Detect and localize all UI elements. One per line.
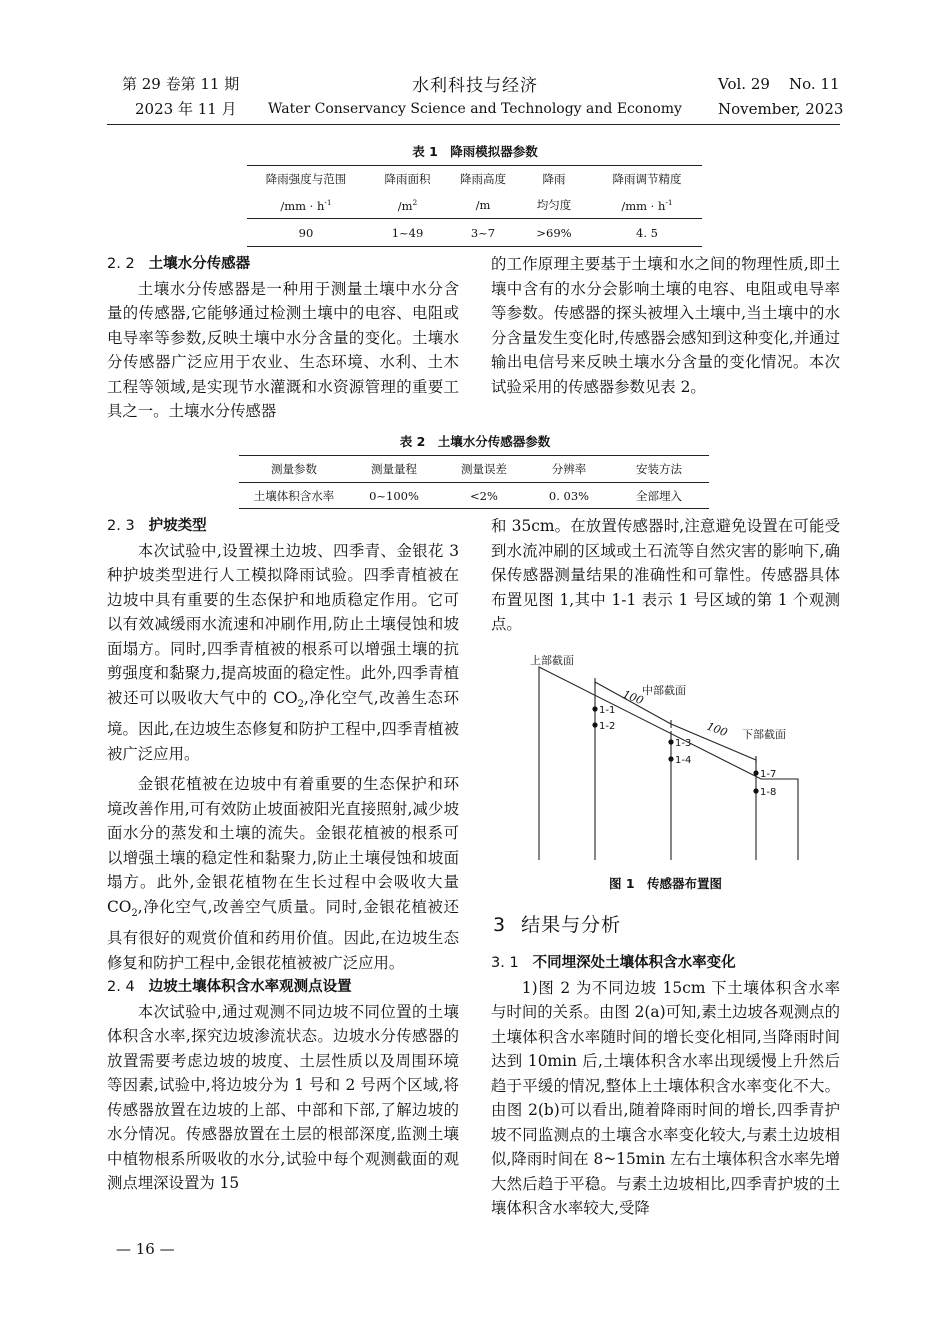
sensor-point-1-4: [668, 756, 673, 761]
table1-cell: 4. 5: [636, 225, 658, 240]
section-2-4-heading: 2. 4 边坡土壤体积含水率观测点设置: [107, 979, 352, 996]
paragraph: 1)图 2 为不同边坡 15cm 下土壤体积含水率与时间的关系。由图 2(a)可知,素土边坡各观测点的土壤体积含水率随时间的增长变化相同,当降雨时间达到 10min 后,土壤体积含水率出现缓慢上升然后趋于平缓的情况,整体上土壤体积含水率变化不大。由图 2(b)可以看出,随着降雨时间的增长,四季青护坡不同监测点的土壤含水率变化较大,与素土边坡相似,降雨时间在 8~15min 左右土壤体积含水率先增大然后趋于平稳。与素土边坡相比,四季青护坡的土壤体积含水率较大,受降: [491, 978, 840, 1217]
page-number: — 16 —: [116, 1240, 175, 1258]
paragraph: 和 35cm。在放置传感器时,注意避免设置在可能受到水流冲刷的区域或土石流等自然灾害的影响下,确保传感器测量结果的准确性和可靠性。传感器具体布置见图 1,其中 1-1 表示 1 号区域的第 1 个观测点。: [491, 517, 840, 633]
table2-cell: <2%: [470, 488, 498, 503]
section-2-2-right: [491, 252, 840, 399]
journal-title: 水利科技与经济: [412, 76, 538, 96]
section-3-1-heading: 3. 1 不同埋深处土壤体积含水率变化: [491, 955, 736, 971]
table1-header: 降雨强度与范围: [265, 172, 347, 186]
paragraph: 金银花植被在边坡中有着重要的生态保护和环境改善作用,可有效防止坡面被阳光直接照射,减少坡面水分的蒸发和土壤的流失。金银花植被的根系可以增强土壤的稳定性和黏聚力,防止土壤侵蚀和坡面塌方。此外,金银花植物在生长过程中会吸收大量 $CO_2$,净化空气,改善空气质量。同时,金银花植被还具有很好的观赏价值和药用价值。因此,在边坡生态修复和防护工程中,金银花植被被广泛应用。: [107, 775, 459, 972]
point-label: 1-1: [599, 705, 616, 716]
paragraph: 的工作原理主要基于土壤和水之间的物理性质,即土壤中含有的水分会影响土壤的电容、电阻或电导率等参数。传感器的探头被埋入土壤中,当土壤中的水分含量发生变化时,传感器会感知到这种变化,并通过输出电信号来反映土壤水分含量的变化情况。本次试验采用的传感器参数见表 2。: [491, 255, 840, 396]
table2-cell: 全部埋入: [636, 488, 682, 503]
table1-unit: 均匀度: [536, 198, 572, 212]
table1-caption: 表 1 降雨模拟器参数: [412, 144, 538, 159]
table1-header: 降雨调节精度: [612, 172, 682, 186]
table2-cell: 0~100%: [369, 488, 419, 503]
journal-issue: 第 29 卷第 11 期: [122, 75, 240, 93]
table2: [239, 455, 709, 509]
sensor-point-1-8: [753, 788, 758, 793]
section-2-4-right: [491, 514, 840, 637]
table2-header: 测量量程: [371, 462, 417, 476]
table1-header: 降雨面积: [384, 172, 431, 186]
point-label: 1-2: [599, 721, 616, 732]
table1-header: 降雨高度: [460, 172, 506, 186]
table1-unit: $/mm \cdot h^{-1}$: [280, 197, 332, 213]
sensor-point-1-3: [668, 739, 673, 744]
header-rule: [107, 124, 840, 125]
distance-label: 100: [620, 687, 646, 708]
table2-header: 测量参数: [271, 462, 317, 476]
point-label: 1-7: [760, 769, 777, 780]
paragraph: 本次试验中,设置裸土边坡、四季青、金银花 3 种护坡类型进行人工模拟降雨试验。四季青植被在边坡中具有重要的生态保护和地质稳定作用。它可以有效减缓雨水流速和冲刷作用,防止土壤侵蚀和坡面塌方。同时,四季青植被的根系可以增强土壤的抗剪强度和黏聚力,提高坡面的稳定性。此外,四季青植被还可以吸收大气中的 $CO_2$,净化空气,改善生态环境。因此,在边坡生态修复和防护工程中,四季青植被被广泛应用。: [107, 541, 459, 763]
table1-cell: 1~49: [391, 225, 424, 240]
label-top-section: 上部截面: [530, 654, 574, 667]
table1-unit: /m: [475, 198, 491, 212]
figure1-caption: 图 1 传感器布置图: [608, 876, 723, 891]
table2-header: 分辨率: [551, 462, 587, 476]
table1-header: 降雨: [542, 172, 566, 186]
table1-cell: 3~7: [470, 225, 496, 240]
point-label: 1-4: [675, 755, 692, 766]
journal-month: November, 2023: [718, 100, 844, 118]
table1-unit: $/mm \cdot h^{-1}$: [621, 197, 673, 213]
label-bot-section: 下部截面: [742, 728, 786, 741]
figure1-diagram: [530, 652, 810, 862]
sensor-point-1-7: [753, 770, 758, 775]
table1-cell: 90: [298, 225, 314, 240]
section-2-3-heading: 2. 3 护坡类型: [107, 518, 207, 534]
section-3-heading: 3 结果与分析: [493, 914, 622, 936]
sensor-point-1-2: [592, 722, 597, 727]
table2-caption: 表 2 土壤水分传感器参数: [399, 434, 551, 449]
point-label: 1-8: [760, 787, 777, 798]
table2-cell: 0. 03%: [548, 488, 590, 503]
section-2-2-left: [107, 252, 459, 424]
point-label: 1-3: [675, 738, 692, 749]
distance-label: 100: [704, 719, 730, 740]
paragraph: 土壤水分传感器是一种用于测量土壤中水分含量的传感器,它能够通过检测土壤中的电容、电阻或电导率等参数,反映土壤中水分含量的变化。土壤水分传感器广泛应用于农业、生态环境、水利、土木工程等领域,是实现节水灌溉和水资源管理的重要工具之一。土壤水分传感器: [107, 279, 459, 420]
left-column-lower: [107, 514, 459, 1196]
journal-volume: Vol. 29 No. 11: [718, 75, 840, 93]
section-2-2-heading: 2. 2 土壤水分传感器: [107, 256, 251, 272]
table1: [247, 165, 702, 247]
table1-cell: >69%: [536, 225, 572, 240]
section-3-1: [491, 951, 840, 1221]
sensor-point-1-1: [592, 706, 597, 711]
journal-date: 2023 年 11 月: [135, 100, 237, 118]
table2-cell: 土壤体积含水率: [253, 488, 335, 503]
paragraph: 本次试验中,通过观测不同边坡不同位置的土壤体积含水率,探究边坡渗流状态。边坡水分传感器的放置需要考虑边坡的坡度、土层性质以及周围环境等因素,试验中,将边坡分为 1 号和 2 号两个区域,将传感器放置在边坡的上部、中部和下部,了解边坡的水分情况。传感器放置在土层的根部深度,监测土壤中植物根系所吸收的水分,试验中每个观测截面的观测点埋深设置为 15: [107, 1002, 459, 1193]
table1-unit: $/m^2$: [397, 197, 418, 213]
journal-title-en: Water Conservancy Science and Technology and Economy: [268, 101, 682, 117]
table2-header: 测量误差: [461, 462, 507, 476]
table2-header: 安装方法: [636, 462, 682, 476]
label-mid-section: 中部截面: [642, 684, 686, 697]
